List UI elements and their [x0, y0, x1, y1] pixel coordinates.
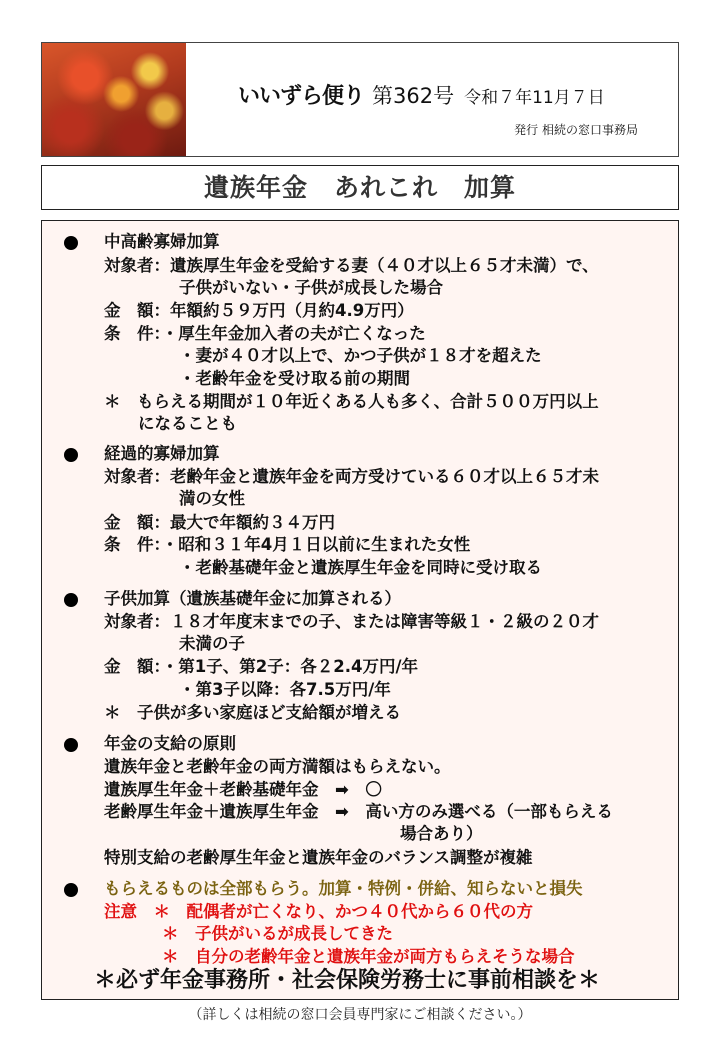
caution-line: 注意 ＊ 配偶者が亡くなり、かつ４０代から６０代の方 — [104, 902, 533, 921]
section-heading: 年金の支給の原則 — [104, 734, 236, 753]
text-line: 遺族厚生年金＋老齢基礎年金 ➡ 〇 — [104, 780, 382, 799]
closing-advice: ＊必ず年金事務所・社会保険労務士に事前相談を＊ — [94, 968, 601, 993]
issue-date: 令和７年11月７日 — [464, 88, 605, 108]
text-line: ・妻が４０才以上で、かつ子供が１８才を超えた — [179, 346, 542, 365]
text-line: 満の女性 — [179, 489, 245, 508]
text-line: 遺族年金と老齢年金の両方満額はもらえない。 — [104, 757, 451, 776]
text-line: ＊ 子供が多い家庭ほど支給額が増える — [104, 703, 401, 722]
section-heading: 中高齢寡婦加算 — [104, 232, 220, 251]
text-line: 老齢厚生年金＋遺族厚生年金 ➡ 高い方のみ選べる（一部もらえる — [104, 802, 613, 821]
issue-number: 第362号 — [372, 84, 455, 108]
text-line: 金 額：最大で年額約３４万円 — [104, 513, 335, 532]
text-line: 金 額：・第1子、第2子：各２2.4万円/年 — [104, 657, 418, 676]
text-line: 対象者：遺族厚生年金を受給する妻（４０才以上６５才未満）で、 — [104, 256, 599, 275]
text-line: 金 額：年額約５９万円（月約4.9万円） — [104, 301, 414, 320]
newsletter-name: いいずら便り — [238, 84, 365, 109]
bullet-icon — [64, 448, 78, 462]
bullet-icon — [64, 883, 78, 897]
text-line: ＊ もらえる期間が１０年近くある人も多く、合計５００万円以上 — [104, 392, 599, 411]
text-line: ・老齢年金を受け取る前の期間 — [179, 369, 410, 388]
text-line: 特別支給の老齢厚生年金と遺族年金のバランス調整が複雑 — [104, 848, 533, 867]
footer-note: （詳しくは相続の窓口会員専門家にご相談ください。） — [188, 1007, 532, 1023]
publisher: 発行 相続の窓口事務局 — [514, 123, 638, 137]
text-line: 条 件：・昭和３１年4月１日以前に生まれた女性 — [104, 535, 471, 554]
text-line: 対象者：老齢年金と遺族年金を両方受けている６０才以上６５才未 — [104, 467, 599, 486]
text-line: 場合あり） — [400, 824, 483, 843]
text-line: 対象者：１８才年度末までの子、または障害等級１・２級の２０才 — [104, 612, 599, 631]
bullet-icon — [64, 236, 78, 250]
text-line: 未満の子 — [179, 634, 245, 653]
maple-leaves-image — [42, 43, 186, 156]
bullet-icon — [64, 738, 78, 752]
newsletter-header — [41, 42, 679, 157]
text-line: ・第3子以降：各7.5万円/年 — [179, 680, 391, 699]
newsletter-title — [238, 79, 605, 110]
section-heading: 子供加算（遺族基礎年金に加算される） — [104, 589, 401, 608]
text-line: になることも — [138, 414, 237, 433]
text-line: 子供がいない・子供が成長した場合 — [179, 278, 443, 297]
bullet-icon — [64, 593, 78, 607]
text-line: 条 件：・厚生年金加入者の夫が亡くなった — [104, 324, 426, 343]
caution-line: ＊ 自分の老齢年金と遺族年金が両方もらえそうな場合 — [162, 947, 575, 966]
text-line: ・老齢基礎年金と遺族厚生年金を同時に受け取る — [179, 558, 542, 577]
content-panel — [41, 220, 679, 1000]
section-heading: もらえるものは全部もらう。加算・特例・併給、知らないと損失 — [104, 879, 583, 898]
section-heading: 経過的寡婦加算 — [104, 444, 220, 463]
page-title: 遺族年金 あれこれ 加算 — [41, 165, 679, 210]
caution-line: ＊ 子供がいるが成長してきた — [162, 924, 393, 943]
